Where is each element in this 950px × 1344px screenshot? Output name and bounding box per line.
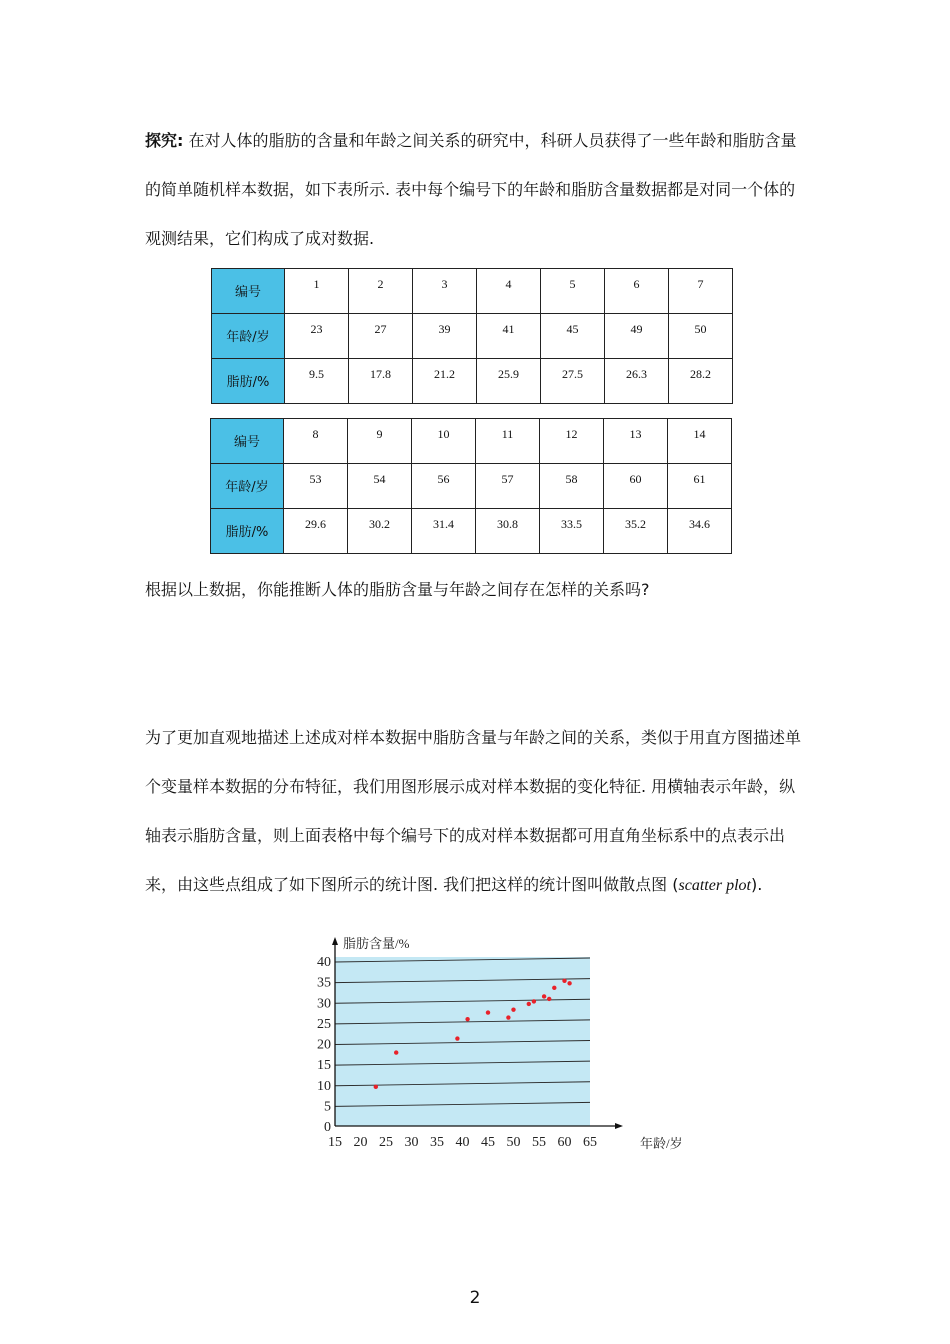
data-point	[547, 997, 551, 1001]
paragraph-text: 为了更加直观地描述上述成对样本数据中脂肪含量与年龄之间的关系，类似于用直方图描述单个变量样本数据的分布特征，我们用图形展示成对样本数据的变化特征. 用横轴表示年龄，纵轴表示脂肪含量，则上面表格中每个编号下的成对样本数据都可用直角坐标系中的点表示出来，由这些点组成了如下图所示的统计图. 我们把这样的统计图叫做散点图 (	[145, 728, 802, 894]
table-cell: 54	[348, 464, 412, 509]
y-axis-arrow	[332, 937, 338, 945]
table-cell: 50	[669, 314, 733, 359]
x-tick-label: 55	[532, 1135, 546, 1150]
intro-text: 在对人体的脂肪的含量和年龄之间关系的研究中，科研人员获得了一些年龄和脂肪含量的简单随机样本数据，如下表所示. 表中每个编号下的年龄和脂肪含量数据都是对同一个体的观测结果，它们构成了成对数据.	[145, 131, 797, 248]
x-tick-label: 50	[506, 1135, 521, 1150]
table-cell: 27	[349, 314, 413, 359]
table-cell: 9.5	[285, 359, 349, 404]
table-cell: 10	[412, 419, 476, 464]
data-point	[394, 1050, 398, 1054]
x-axis-arrow	[615, 1123, 623, 1129]
table-cell: 2	[349, 269, 413, 314]
x-tick-label: 65	[583, 1135, 597, 1150]
data-point	[465, 1017, 469, 1021]
table-row-ages	[212, 314, 733, 359]
table-cell: 31.4	[412, 509, 476, 554]
intro-paragraph	[145, 116, 810, 263]
paragraph-end: ).	[750, 875, 763, 894]
y-tick-label: 0	[324, 1120, 331, 1135]
table-cell: 56	[412, 464, 476, 509]
table-cell: 23	[285, 314, 349, 359]
term-scatter-plot: scatter plot	[678, 877, 751, 894]
data-point	[506, 1015, 510, 1019]
row-header-id: 编号	[211, 419, 284, 464]
data-point	[542, 994, 546, 998]
row-header-fat: 脂肪/%	[212, 359, 285, 404]
y-tick-label: 35	[317, 975, 331, 991]
table-cell: 57	[476, 464, 540, 509]
table-cell: 8	[284, 419, 348, 464]
table-row-fats	[212, 359, 733, 404]
question-text: 根据以上数据，你能推断人体的脂肪含量与年龄之间存在怎样的关系吗?	[145, 580, 650, 599]
table-cell: 12	[540, 419, 604, 464]
x-tick-label: 20	[353, 1135, 368, 1150]
data-point	[527, 1002, 531, 1006]
table-row-ids	[211, 419, 732, 464]
y-tick-label: 30	[317, 996, 331, 1012]
data-point	[532, 999, 536, 1003]
x-tick-label: 40	[455, 1135, 470, 1150]
data-table-part2	[210, 418, 732, 554]
table-cell: 35.2	[604, 509, 668, 554]
data-point	[552, 986, 556, 990]
table-cell: 61	[668, 464, 732, 509]
y-tick-label: 10	[317, 1078, 331, 1094]
table-cell: 30.2	[348, 509, 412, 554]
table-cell: 11	[476, 419, 540, 464]
table-cell: 27.5	[541, 359, 605, 404]
scatter-chart	[305, 928, 683, 1158]
data-point	[511, 1007, 515, 1011]
table-cell: 39	[413, 314, 477, 359]
y-tick-label: 25	[317, 1016, 331, 1032]
table-cell: 49	[605, 314, 669, 359]
table-cell: 41	[477, 314, 541, 359]
y-tick-label: 5	[324, 1099, 331, 1115]
y-axis-label: 脂肪含量/%	[343, 936, 410, 951]
data-point	[455, 1036, 459, 1040]
row-header-age: 年龄/岁	[212, 314, 285, 359]
x-tick-label: 15	[328, 1135, 342, 1150]
table-cell: 34.6	[668, 509, 732, 554]
table-cell: 4	[477, 269, 541, 314]
x-tick-label: 45	[481, 1135, 495, 1150]
table-row-ids	[212, 269, 733, 314]
intro-label: 探究:	[145, 131, 184, 150]
x-tick-label: 35	[430, 1135, 444, 1150]
y-tick-label: 20	[317, 1037, 331, 1053]
table-cell: 60	[604, 464, 668, 509]
y-tick-label: 40	[317, 955, 331, 970]
row-header-id: 编号	[212, 269, 285, 314]
scatter-description-paragraph	[145, 713, 810, 910]
table-cell: 25.9	[477, 359, 541, 404]
x-tick-label: 60	[557, 1135, 572, 1150]
table-cell: 33.5	[540, 509, 604, 554]
data-point	[374, 1085, 378, 1089]
data-point	[567, 981, 571, 985]
table-cell: 28.2	[669, 359, 733, 404]
x-tick-label: 25	[379, 1135, 393, 1150]
table-cell: 30.8	[476, 509, 540, 554]
data-point	[562, 979, 566, 983]
table-cell: 21.2	[413, 359, 477, 404]
table-cell: 5	[541, 269, 605, 314]
table-cell: 53	[284, 464, 348, 509]
x-axis-label: 年龄/岁	[640, 1136, 683, 1151]
row-header-fat: 脂肪/%	[211, 509, 284, 554]
table-cell: 26.3	[605, 359, 669, 404]
table-cell: 58	[540, 464, 604, 509]
data-table-part1	[211, 268, 733, 404]
x-tick-label: 30	[404, 1135, 419, 1150]
table-row-ages	[211, 464, 732, 509]
y-tick-label: 15	[317, 1058, 331, 1074]
table-cell: 1	[285, 269, 349, 314]
table-cell: 6	[605, 269, 669, 314]
table-cell: 29.6	[284, 509, 348, 554]
page-number: 2	[469, 1288, 481, 1308]
table-cell: 9	[348, 419, 412, 464]
table-row-fats	[211, 509, 732, 554]
table-cell: 7	[669, 269, 733, 314]
table-cell: 14	[668, 419, 732, 464]
table-cell: 17.8	[349, 359, 413, 404]
table-cell: 3	[413, 269, 477, 314]
table-cell: 45	[541, 314, 605, 359]
table-cell: 13	[604, 419, 668, 464]
row-header-age: 年龄/岁	[211, 464, 284, 509]
data-point	[486, 1010, 490, 1014]
